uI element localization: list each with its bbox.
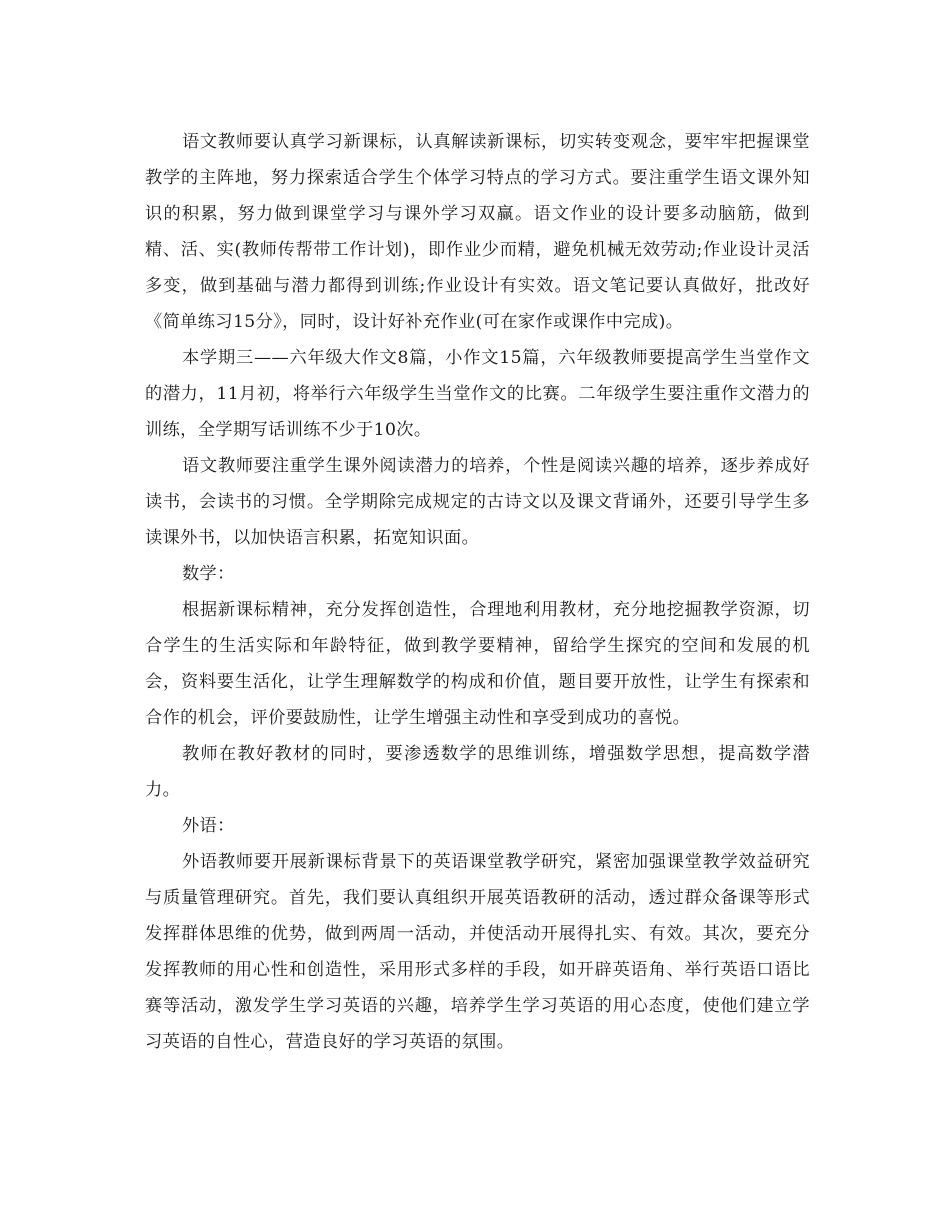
paragraph-math-curriculum: 根据新课标精神，充分发挥创造性，合理地利用教材，充分地挖掘教学资源，切合学生的生活实际和年龄特征，做到教学要精神，留给学生探究的空间和发展的机会，资料要生活化，让学生理解数学的构成和价值，题目要开放性，让学生有探索和合作的机会，评价要鼓励性，让学生增强主动性和享受到成功的喜悦。 bbox=[145, 600, 810, 728]
paragraph-composition-plan: 本学期三——六年级大作文8篇，小作文15篇，六年级教师要提高学生当堂作文的潜力，11月初，将举行六年级学生当堂作文的比赛。二年级学生要注重作文潜力的训练，全学期写话训练不少于10次。 bbox=[145, 348, 810, 440]
paragraph-chinese-homework: 语文教师要认真学习新课标，认真解读新课标，切实转变观念，要牢牢把握课堂教学的主阵地，努力探索适合学生个体学习特点的学习方式。要注重学生语文课外知识的积累，努力做到课堂学习与课外学习双赢。语文作业的设计要多动脑筋，做到精、活、实(教师传帮带工作计划)，即作业少而精，避免机械无效劳动;作业设计灵活多变，做到基础与潜力都得到训练;作业设计有实效。语文笔记要认真做好，批改好《简单练习15分》，同时，设计好补充作业(可在家作或课作中完成)。 bbox=[145, 132, 810, 332]
paragraph-reading-habits: 语文教师要注重学生课外阅读潜力的培养，个性是阅读兴趣的培养，逐步养成好读书，会读书的习惯。全学期除完成规定的古诗文以及课文背诵外，还要引导学生多读课外书，以加快语言积累，拓宽知识面。 bbox=[145, 456, 810, 548]
paragraph-english-teaching: 外语教师要开展新课标背景下的英语课堂教学研究，紧密加强课堂教学效益研究与质量管理研究。首先，我们要认真组织开展英语教研的活动，透过群众备课等形式发挥群体思维的优势，做到两周一活动，并使活动开展得扎实、有效。其次，要充分发挥教师的用心性和创造性，采用形式多样的手段，如开辟英语角、举行英语口语比赛等活动，激发学生学习英语的兴趣，培养学生学习英语的用心态度，使他们建立学习英语的自性心，营造良好的学习英语的氛围。 bbox=[145, 852, 810, 1052]
section-heading-foreign-language: 外语： bbox=[181, 816, 235, 836]
document-body bbox=[145, 124, 810, 1060]
paragraph-math-thinking: 教师在教好教材的同时，要渗透数学的思维训练，增强数学思想，提高数学潜力。 bbox=[145, 744, 810, 800]
section-heading-math: 数学： bbox=[181, 564, 235, 584]
